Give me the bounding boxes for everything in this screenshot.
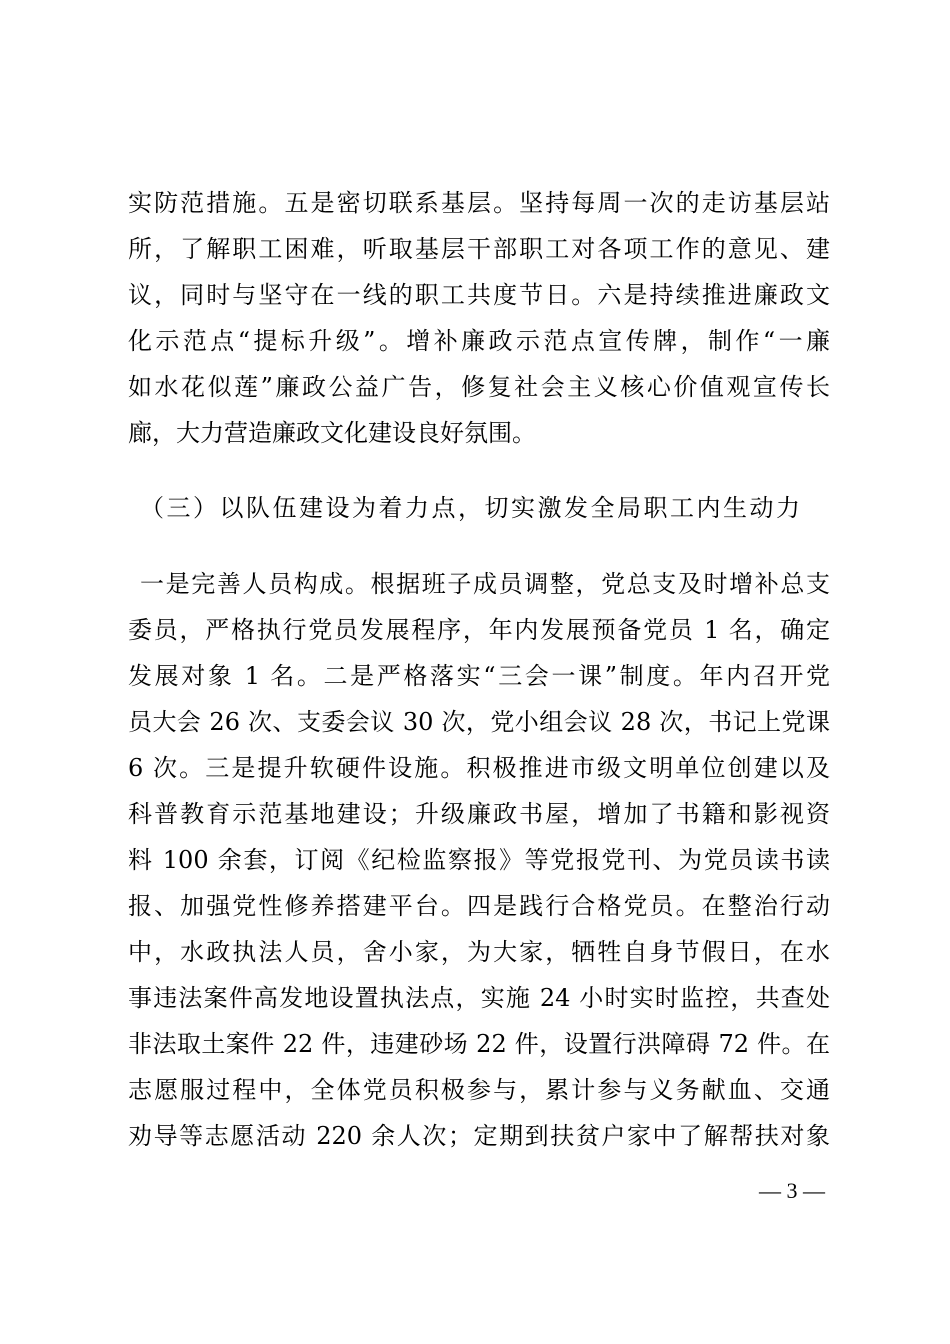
paragraph-2-line-2: 委员，严格执行党员发展程序，年内发展预备党员 1 名，确定 xyxy=(128,616,830,644)
paragraph-2-line-12: 志愿服过程中，全体党员积极参与，累计参与义务献血、交通 xyxy=(128,1076,830,1104)
paragraph-2-line-6: 科普教育示范基地建设；升级廉政书屋，增加了书籍和影视资 xyxy=(128,800,830,828)
paragraph-1-line-5: 如水花似莲”廉政公益广告，修复社会主义核心价值观宣传长 xyxy=(128,373,830,401)
paragraph-2-line-3: 发展对象 1 名。二是严格落实“三会一课”制度。年内召开党 xyxy=(128,662,830,690)
page-number: — 3 — xyxy=(759,1178,825,1203)
paragraph-2-line-8: 报、加强党性修养搭建平台。四是践行合格党员。在整治行动 xyxy=(128,892,830,920)
paragraph-2-line-5: 6 次。三是提升软硬件设施。积极推进市级文明单位创建以及 xyxy=(128,754,830,782)
paragraph-2-line-7: 料 100 余套，订阅《纪检监察报》等党报党刊、为党员读书读 xyxy=(128,846,830,874)
section-heading: （三）以队伍建设为着力点，切实激发全局职工内生动力 xyxy=(140,494,800,522)
paragraph-2-line-9: 中，水政执法人员，舍小家，为大家，牺牲自身节假日，在水 xyxy=(128,938,830,966)
paragraph-1-line-4: 化示范点“提标升级”。增补廉政示范点宣传牌，制作“一廉 xyxy=(128,327,830,355)
paragraph-1-line-1: 实防范措施。五是密切联系基层。坚持每周一次的走访基层站 xyxy=(128,189,830,217)
paragraph-1-line-3: 议，同时与坚守在一线的职工共度节日。六是持续推进廉政文 xyxy=(128,281,830,309)
paragraph-1-line-6: 廊，大力营造廉政文化建设良好氛围。 xyxy=(128,419,536,447)
paragraph-1-line-2: 所，了解职工困难，听取基层干部职工对各项工作的意见、建 xyxy=(128,235,830,263)
paragraph-2-line-13: 劝导等志愿活动 220 余人次；定期到扶贫户家中了解帮扶对象 xyxy=(128,1122,830,1150)
paragraph-2-line-4: 员大会 26 次、支委会议 30 次，党小组会议 28 次，书记上党课 xyxy=(128,708,830,736)
paragraph-2-line-11: 非法取土案件 22 件，违建砂场 22 件，设置行洪障碍 72 件。在 xyxy=(128,1030,830,1058)
paragraph-2-line-1: 一是完善人员构成。根据班子成员调整，党总支及时增补总支 xyxy=(140,570,830,598)
paragraph-2-line-10: 事违法案件高发地设置执法点，实施 24 小时实时监控，共查处 xyxy=(128,984,830,1012)
